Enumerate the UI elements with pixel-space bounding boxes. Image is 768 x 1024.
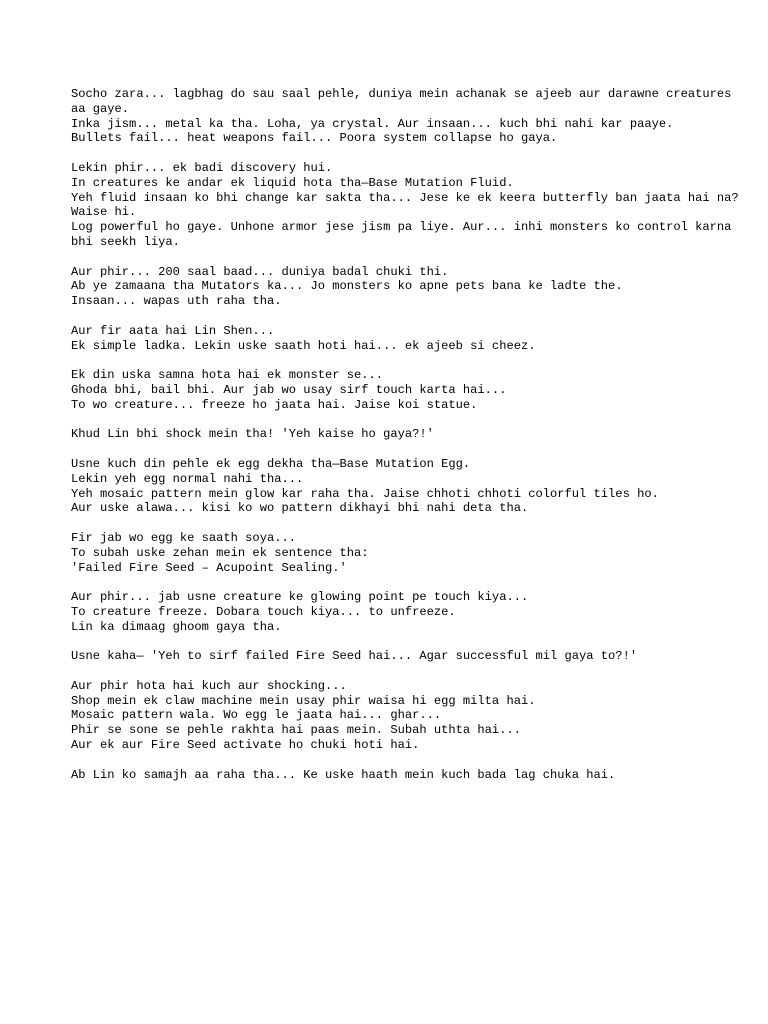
text-line: In creatures ke andar ek liquid hota tha—Base Mutation Fluid. (71, 175, 514, 190)
paragraph (71, 531, 751, 575)
paragraph (71, 768, 751, 783)
text-line: Usne kaha— 'Yeh to sirf failed Fire Seed hai... Agar successful mil gaya to?!' (71, 649, 638, 664)
text-line: Lekin phir... ek badi discovery hui. (71, 160, 333, 175)
text-line: Khud Lin bhi shock mein tha! 'Yeh kaise ho gaya?!' (71, 427, 434, 442)
text-line: Yeh fluid insaan ko bhi change kar sakta tha... Jese ke ek keera butterfly ban jaata hai na? Waise hi. (71, 190, 746, 220)
text-line: Aur ek aur Fire Seed activate ho chuki hoti hai. (71, 738, 420, 753)
text-line: Lekin yeh egg normal nahi tha... (71, 471, 304, 486)
text-line: Ek din uska samna hota hai ek monster se... (71, 368, 384, 383)
text-line: Shop mein ek claw machine mein usay phir waisa hi egg milta hai. (71, 693, 536, 708)
paragraph (71, 457, 751, 516)
text-line: Aur phir... jab usne creature ke glowing point pe touch kiya... (71, 590, 529, 605)
paragraph (71, 427, 751, 442)
text-line: Aur phir hota hai kuch aur shocking... (71, 678, 347, 693)
text-line: Ek simple ladka. Lekin uske saath hoti hai... ek ajeeb si cheez. (71, 338, 536, 353)
text-line: Log powerful ho gaye. Unhone armor jese jism pa liye. Aur... inhi monsters ko control karna bhi seekh liya. (71, 220, 739, 249)
paragraph (71, 87, 751, 146)
paragraph (71, 161, 751, 250)
text-line: Phir se sone se pehle rakhta hai paas mein. Subah uthta hai... (71, 723, 521, 738)
paragraph (71, 265, 751, 309)
text-line: 'Failed Fire Seed – Acupoint Sealing.' (71, 560, 347, 575)
text-line: Ghoda bhi, bail bhi. Aur jab wo usay sirf touch karta hai... (71, 382, 507, 397)
text-line: To subah uske zehan mein ek sentence tha: (71, 545, 369, 560)
text-line: Ab Lin ko samajh aa raha tha... Ke uske haath mein kuch bada lag chuka hai. (71, 767, 616, 782)
text-line: To wo creature... freeze ho jaata hai. Jaise koi statue. (71, 397, 478, 412)
text-line: To creature freeze. Dobara touch kiya... to unfreeze. (71, 604, 456, 619)
document-page (71, 87, 751, 797)
paragraph (71, 368, 751, 412)
text-line: Aur uske alawa... kisi ko wo pattern dikhayi bhi nahi deta tha. (71, 501, 529, 516)
paragraph (71, 590, 751, 634)
paragraph (71, 649, 751, 664)
text-line: Aur fir aata hai Lin Shen... (71, 323, 275, 338)
text-line: Fir jab wo egg ke saath soya... (71, 530, 296, 545)
text-line: Inka jism... metal ka tha. Loha, ya crystal. Aur insaan... kuch bhi nahi kar paaye. (71, 116, 674, 131)
text-line: Yeh mosaic pattern mein glow kar raha tha. Jaise chhoti chhoti colorful tiles ho. (71, 486, 659, 501)
text-line: Insaan... wapas uth raha tha. (71, 294, 282, 309)
text-line: Mosaic pattern wala. Wo egg le jaata hai... ghar... (71, 708, 442, 723)
text-line: Usne kuch din pehle ek egg dekha tha—Base Mutation Egg. (71, 456, 471, 471)
text-line: Ab ye zamaana tha Mutators ka... Jo monsters ko apne pets bana ke ladte the. (71, 279, 623, 294)
text-line: Socho zara... lagbhag do sau saal pehle, duniya mein achanak se ajeeb aur darawne creatures aa gaye. (71, 87, 739, 116)
text-line: Bullets fail... heat weapons fail... Poora system collapse ho gaya. (71, 131, 558, 146)
paragraph (71, 324, 751, 354)
text-line: Aur phir... 200 saal baad... duniya badal chuki thi. (71, 264, 449, 279)
paragraph (71, 679, 751, 753)
text-line: Lin ka dimaag ghoom gaya tha. (71, 619, 282, 634)
